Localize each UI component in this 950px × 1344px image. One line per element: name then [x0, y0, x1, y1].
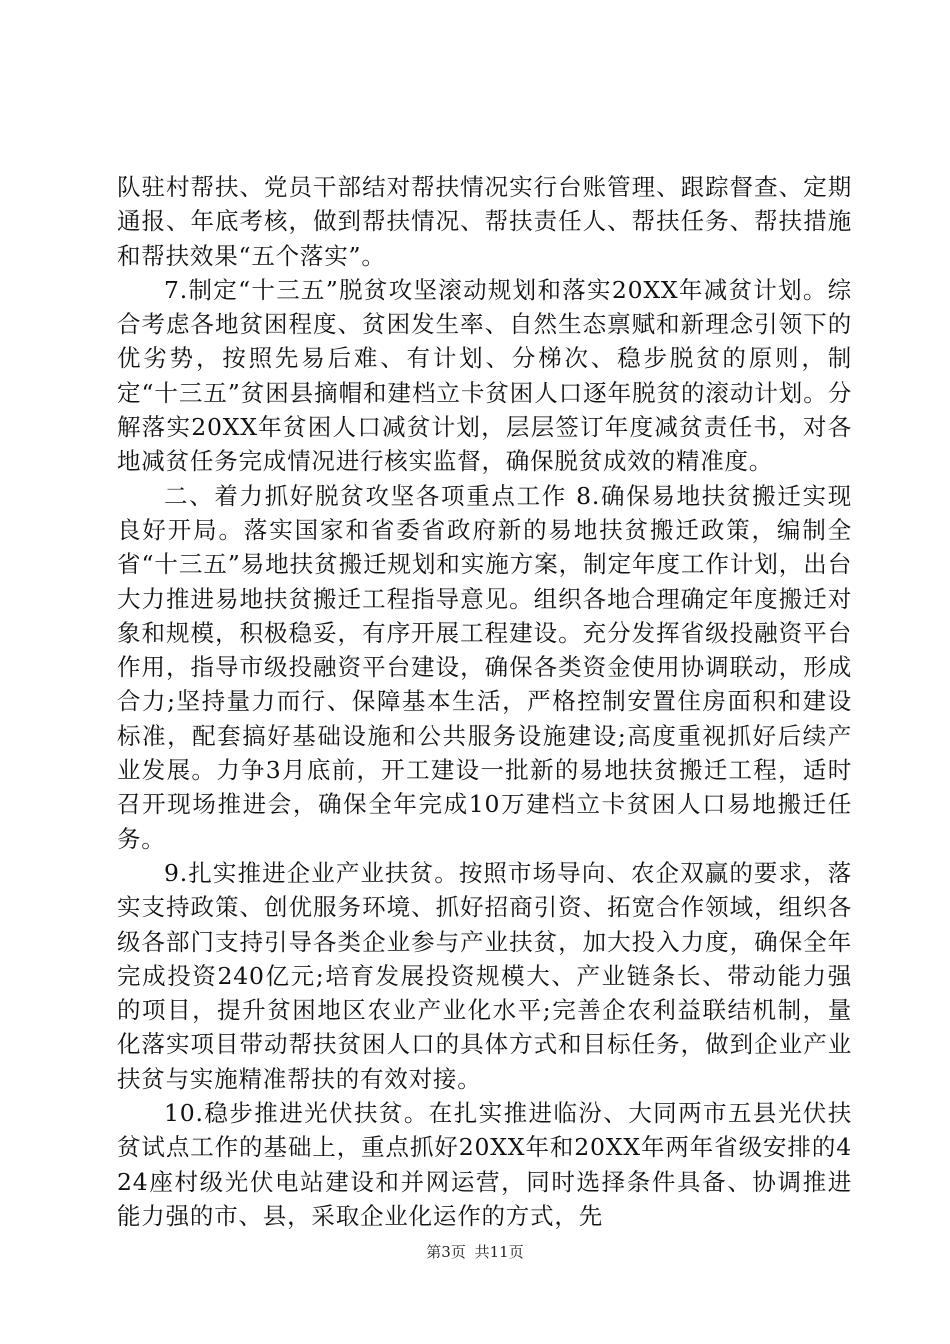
paragraph-item-9: 9.扎实推进企业产业扶贫。按照市场导向、农企双赢的要求，落实支持政策、创优服务环境、抓好招商引资、拓宽合作领域，组织各级各部门支持引导各类企业参与产业扶贫，加大投入力度，确保全年完成投资240亿元;培育发展投资规模大、产业链条长、带动能力强的项目，提升贫困地区农业产业化水平;完善企农利益联结机制，量化落实项目带动帮扶贫困人口的具体方式和目标任务，做到企业产业扶贫与实施精准帮扶的有效对接。 — [117, 858, 852, 1093]
paragraph-continuation: 队驻村帮扶、党员干部结对帮扶情况实行台账管理、跟踪督查、定期通报、年底考核，做到帮扶情况、帮扶责任人、帮扶任务、帮扶措施和帮扶效果“五个落实”。 — [117, 173, 852, 270]
paragraph-item-7: 7.制定“十三五”脱贫攻坚滚动规划和落实20XX年减贫计划。综合考虑各地贫困程度、贫困发生率、自然生态禀赋和新理念引领下的优劣势，按照先易后难、有计划、分梯次、稳步脱贫的原则，制定“十三五”贫困县摘帽和建档立卡贫困人口逐年脱贫的滚动计划。分解落实20XX年贫困人口减贫计划，层层签订年度减贫责任书，对各地减贫任务完成情况进行核实监督，确保脱贫成效的精准度。 — [117, 275, 852, 476]
page-total: 共11页 — [474, 1243, 524, 1261]
paragraph-item-10: 10.稳步推进光伏扶贫。在扎实推进临汾、大同两市五县光伏扶贫试点工作的基础上，重点抓好20XX年和20XX年两年省级安排的424座村级光伏电站建设和并网运营，同时选择条件具备、协调推进能力强的市、县，采取企业化运作的方式，先 — [117, 1099, 852, 1230]
paragraph-section-2-item-8: 二、着力抓好脱贫攻坚各项重点工作 8.确保易地扶贫搬迁实现良好开局。落实国家和省委省政府新的易地扶贫搬迁政策，编制全省“十三五”易地扶贫搬迁规划和实施方案，制定年度工作计划，出台大力推进易地扶贫搬迁工程指导意见。组织各地合理确定年度搬迁对象和规模，积极稳妥，有序开展工程建设。充分发挥省级投融资平台作用，指导市级投融资平台建设，确保各类资金使用协调联动，形成合力;坚持量力而行、保障基本生活，严格控制安置住房面积和建设标准，配套搞好基础设施和公共服务设施建设;高度重视抓好后续产业发展。力争3月底前，开工建设一批新的易地扶贫搬迁工程，适时召开现场推进会，确保全年完成10万建档立卡贫困人口易地搬迁任务。 — [117, 481, 852, 853]
document-body — [117, 170, 852, 1233]
page-footer — [0, 1242, 950, 1262]
page-number: 第3页 — [426, 1243, 466, 1261]
